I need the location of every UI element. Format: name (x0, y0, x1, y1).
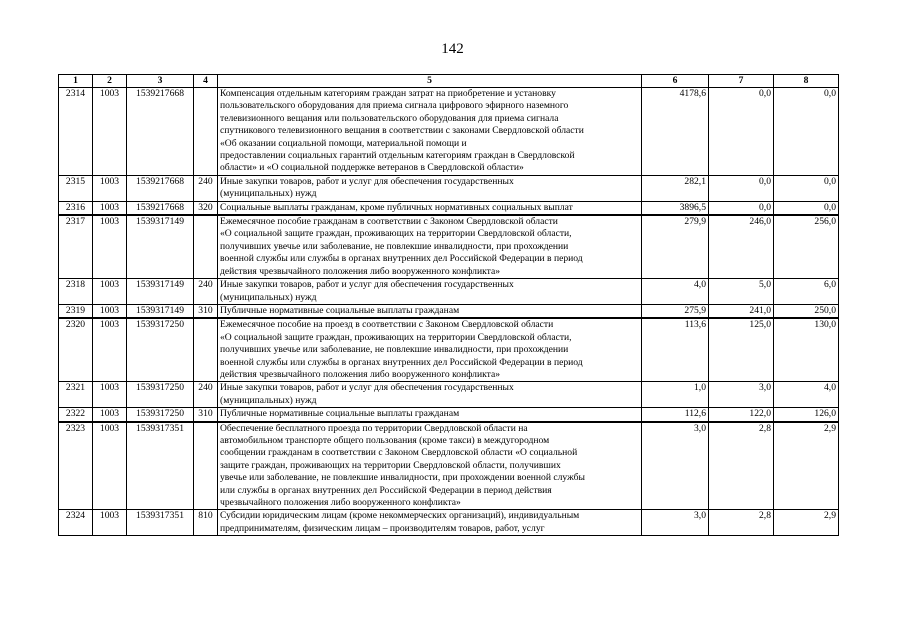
target-article-cell: 1539317250 (127, 382, 194, 408)
target-article-cell: 1539317149 (127, 215, 194, 279)
section-code-cell: 1003 (93, 201, 127, 215)
target-article-cell: 1539317250 (127, 318, 194, 382)
description-cell (218, 304, 642, 318)
amount-year1-cell: 113,6 (642, 318, 709, 382)
target-article-cell: 1539317351 (127, 510, 194, 536)
row-number-cell: 2321 (59, 382, 93, 408)
amount-year2-cell: 122,0 (709, 408, 774, 422)
header-cell: 5 (218, 75, 642, 88)
amount-year2-cell: 0,0 (709, 201, 774, 215)
expense-type-cell: 310 (194, 304, 218, 318)
amount-year3-cell: 250,0 (774, 304, 839, 318)
amount-year1-cell: 1,0 (642, 382, 709, 408)
description-cell (218, 279, 642, 305)
section-code-cell: 1003 (93, 304, 127, 318)
description-line: или службы в органах внутренних дел Российской Федерации в период действия (220, 484, 552, 496)
header-cell: 3 (127, 75, 194, 88)
header-cell: 2 (93, 75, 127, 88)
table-body (59, 88, 839, 536)
amount-year3-cell: 4,0 (774, 382, 839, 408)
target-article-cell: 1539217668 (127, 175, 194, 201)
amount-year3-cell: 2,9 (774, 422, 839, 510)
description-line: Публичные нормативные социальные выплаты гражданам (220, 408, 460, 420)
amount-year3-cell: 0,0 (774, 88, 839, 176)
description-line: защите граждан, проживающих на территории Свердловской области, получивших (220, 459, 561, 471)
description-cell (218, 175, 642, 201)
row-number-cell: 2315 (59, 175, 93, 201)
amount-year2-cell: 2,8 (709, 422, 774, 510)
amount-year3-cell: 126,0 (774, 408, 839, 422)
description-cell (218, 422, 642, 510)
target-article-cell: 1539317149 (127, 279, 194, 305)
amount-year1-cell: 4,0 (642, 279, 709, 305)
description-line: получивших увечье или заболевание, не повлекшие инвалидности, при прохождении (220, 240, 569, 252)
section-code-cell: 1003 (93, 215, 127, 279)
expense-type-cell (194, 88, 218, 176)
description-cell (218, 510, 642, 536)
amount-year3-cell: 256,0 (774, 215, 839, 279)
amount-year1-cell: 275,9 (642, 304, 709, 318)
section-code-cell: 1003 (93, 408, 127, 422)
description-cell (218, 88, 642, 176)
amount-year1-cell: 3896,5 (642, 201, 709, 215)
description-line: военной службы или службы в органах внутренних дел Российской Федерации в период (220, 253, 583, 265)
description-line: чрезвычайного положения либо вооруженного конфликта» (220, 497, 461, 508)
expense-type-cell: 240 (194, 279, 218, 305)
expense-type-cell (194, 318, 218, 382)
description-cell (218, 408, 642, 422)
expense-type-cell (194, 422, 218, 510)
header-cell: 1 (59, 75, 93, 88)
amount-year3-cell: 0,0 (774, 175, 839, 201)
section-code-cell: 1003 (93, 88, 127, 176)
table-row (59, 215, 839, 279)
description-cell (218, 215, 642, 279)
target-article-cell: 1539317351 (127, 422, 194, 510)
description-line: Субсидии юридическим лицам (кроме некоммерческих организаций), индивидуальным (220, 510, 580, 522)
description-line: Ежемесячное пособие на проезд в соответствии с Законом Свердловской области (220, 319, 554, 331)
budget-table (58, 74, 839, 536)
description-line: Ежемесячное пособие гражданам в соответствии с Законом Свердловской области (220, 216, 558, 228)
description-line: телевизионного вещания или пользовательского оборудования для приема сигнала (220, 112, 559, 124)
expense-type-cell: 240 (194, 175, 218, 201)
expense-type-cell: 320 (194, 201, 218, 215)
amount-year1-cell: 3,0 (642, 510, 709, 536)
amount-year3-cell: 130,0 (774, 318, 839, 382)
table-row (59, 279, 839, 305)
header-cell: 7 (709, 75, 774, 88)
table-row (59, 88, 839, 176)
target-article-cell: 1539217668 (127, 88, 194, 176)
table-row (59, 510, 839, 536)
amount-year2-cell: 5,0 (709, 279, 774, 305)
amount-year3-cell: 2,9 (774, 510, 839, 536)
amount-year1-cell: 279,9 (642, 215, 709, 279)
row-number-cell: 2316 (59, 201, 93, 215)
table-row (59, 408, 839, 422)
table-row (59, 382, 839, 408)
description-line: (муниципальных) нужд (220, 188, 317, 200)
expense-type-cell: 310 (194, 408, 218, 422)
description-line: предоставлении социальных гарантий отдельным категориям граждан в Свердловской (220, 150, 575, 162)
description-line: области» и «О социальной поддержке ветеранов в Свердловской области» (220, 162, 524, 174)
expense-type-cell: 240 (194, 382, 218, 408)
row-number-cell: 2317 (59, 215, 93, 279)
description-line: автомобильном транспорте общего пользования (кроме такси) в междугородном (220, 434, 550, 446)
description-line: получивших увечье или заболевание, не повлекшие инвалидности, при прохождении (220, 344, 569, 356)
description-cell (218, 318, 642, 382)
amount-year3-cell: 6,0 (774, 279, 839, 305)
table-row (59, 318, 839, 382)
description-line: Иные закупки товаров, работ и услуг для обеспечения государственных (220, 279, 514, 291)
description-line: военной службы или службы в органах внутренних дел Российской Федерации в период (220, 356, 583, 368)
section-code-cell: 1003 (93, 318, 127, 382)
description-line: пользовательского оборудования для приема сигнала цифрового эфирного наземного (220, 100, 569, 112)
description-line: Компенсация отдельным категориям граждан затрат на приобретение и установку (220, 88, 556, 99)
description-line: спутникового телевизионного вещания в соответствии с законами Свердловской области (220, 125, 584, 137)
section-code-cell: 1003 (93, 422, 127, 510)
amount-year2-cell: 0,0 (709, 88, 774, 176)
amount-year1-cell: 3,0 (642, 422, 709, 510)
description-line: Обеспечение бесплатного проезда по территории Свердловской области на (220, 422, 528, 434)
table-row (59, 304, 839, 318)
amount-year2-cell: 246,0 (709, 215, 774, 279)
description-line: «О социальной защите граждан, проживающих на территории Свердловской области, (220, 228, 572, 240)
row-number-cell: 2323 (59, 422, 93, 510)
header-cell: 8 (774, 75, 839, 88)
row-number-cell: 2320 (59, 318, 93, 382)
amount-year2-cell: 3,0 (709, 382, 774, 408)
description-line: (муниципальных) нужд (220, 394, 317, 406)
section-code-cell: 1003 (93, 510, 127, 536)
target-article-cell: 1539217668 (127, 201, 194, 215)
section-code-cell: 1003 (93, 175, 127, 201)
row-number-cell: 2322 (59, 408, 93, 422)
page-number: 142 (441, 41, 464, 57)
expense-type-cell: 810 (194, 510, 218, 536)
description-line: действия чрезвычайного положения либо вооруженного конфликта» (220, 265, 501, 277)
amount-year2-cell: 0,0 (709, 175, 774, 201)
row-number-cell: 2319 (59, 304, 93, 318)
description-line: Социальные выплаты гражданам, кроме публичных нормативных социальных выплат (220, 201, 573, 213)
target-article-cell: 1539317149 (127, 304, 194, 318)
description-line: сообщении гражданам в соответствии с Законом Свердловской области «О социальной (220, 447, 578, 459)
section-code-cell: 1003 (93, 279, 127, 305)
description-line: «Об оказании социальной помощи, материальной помощи и (220, 137, 467, 149)
description-line: Публичные нормативные социальные выплаты гражданам (220, 304, 460, 316)
target-article-cell: 1539317250 (127, 408, 194, 422)
row-number-cell: 2318 (59, 279, 93, 305)
header-cell: 6 (642, 75, 709, 88)
header-row (59, 75, 839, 88)
description-cell (218, 382, 642, 408)
section-code-cell: 1003 (93, 382, 127, 408)
description-line: «О социальной защите граждан, проживающих на территории Свердловской области, (220, 331, 572, 343)
amount-year1-cell: 4178,6 (642, 88, 709, 176)
amount-year1-cell: 112,6 (642, 408, 709, 422)
table-row (59, 422, 839, 510)
description-line: увечье или заболевание, не повлекшие инвалидности, при прохождении военной службы (220, 472, 585, 484)
amount-year1-cell: 282,1 (642, 175, 709, 201)
description-line: (муниципальных) нужд (220, 291, 317, 303)
amount-year2-cell: 125,0 (709, 318, 774, 382)
amount-year3-cell: 0,0 (774, 201, 839, 215)
amount-year2-cell: 241,0 (709, 304, 774, 318)
description-cell (218, 201, 642, 215)
table-row (59, 201, 839, 215)
expense-type-cell (194, 215, 218, 279)
description-line: действия чрезвычайного положения либо вооруженного конфликта» (220, 368, 501, 380)
amount-year2-cell: 2,8 (709, 510, 774, 536)
row-number-cell: 2324 (59, 510, 93, 536)
description-line: Иные закупки товаров, работ и услуг для обеспечения государственных (220, 382, 514, 394)
header-cell: 4 (194, 75, 218, 88)
row-number-cell: 2314 (59, 88, 93, 176)
description-line: предпринимателям, физическим лицам – производителям товаров, работ, услуг (220, 522, 545, 534)
description-line: Иные закупки товаров, работ и услуг для обеспечения государственных (220, 175, 514, 187)
table-row (59, 175, 839, 201)
